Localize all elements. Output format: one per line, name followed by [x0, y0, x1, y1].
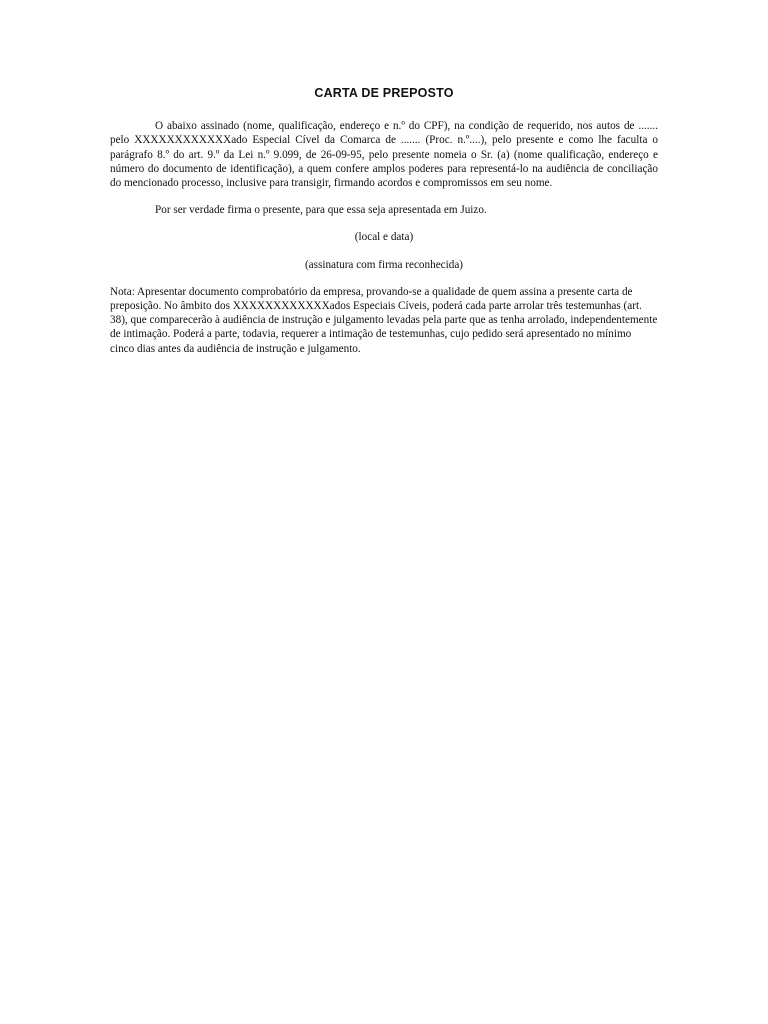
- document-title: CARTA DE PREPOSTO: [314, 86, 454, 100]
- document-body: [110, 86, 658, 367]
- paragraph-truth-statement: Por ser verdade firma o presente, para que essa seja apresentada em Juizo.: [155, 204, 487, 217]
- signature-line: (assinatura com firma reconhecida): [304, 258, 464, 271]
- place-and-date: (local e data): [354, 231, 414, 244]
- note-paragraph: Nota: Apresentar documento comprobatório da empresa, provando-se a qualidade de quem assina a presente carta de preposição. No âmbito dos XXXXXXXXXXXXados Especiais Cíveis, poderá cada parte arrolar três testemunhas (art. 38), que comparecerão à audiência de instrução e julgamento levadas pela parte que as tenha arrolado, independentemente de intimação. Poderá a parte, todavia, requerer a intimação de testemunhas, cujo pedido será apresentado no mínimo cinco dias antes da audiência de instrução e julgamento.: [110, 285, 658, 355]
- paragraph-appointment: O abaixo assinado (nome, qualificação, endereço e n.º do CPF), na condição de requerido, nos autos de ....... pelo XXXXXXXXXXXXado Especial Cível da Comarca de ....... (Proc. n.º....), pelo presente e como lhe faculta o parágrafo 8.º do art. 9.º da Lei n.º 9.099, de 26-09-95, pelo presente nomeia o Sr. (a) (nome qualificação, endereço e número do documento de identificação), a quem confere amplos poderes para representá-lo na audiência de conciliação do mencionado processo, inclusive para transigir, firmando acordos e compromissos em seu nome.: [110, 120, 658, 190]
